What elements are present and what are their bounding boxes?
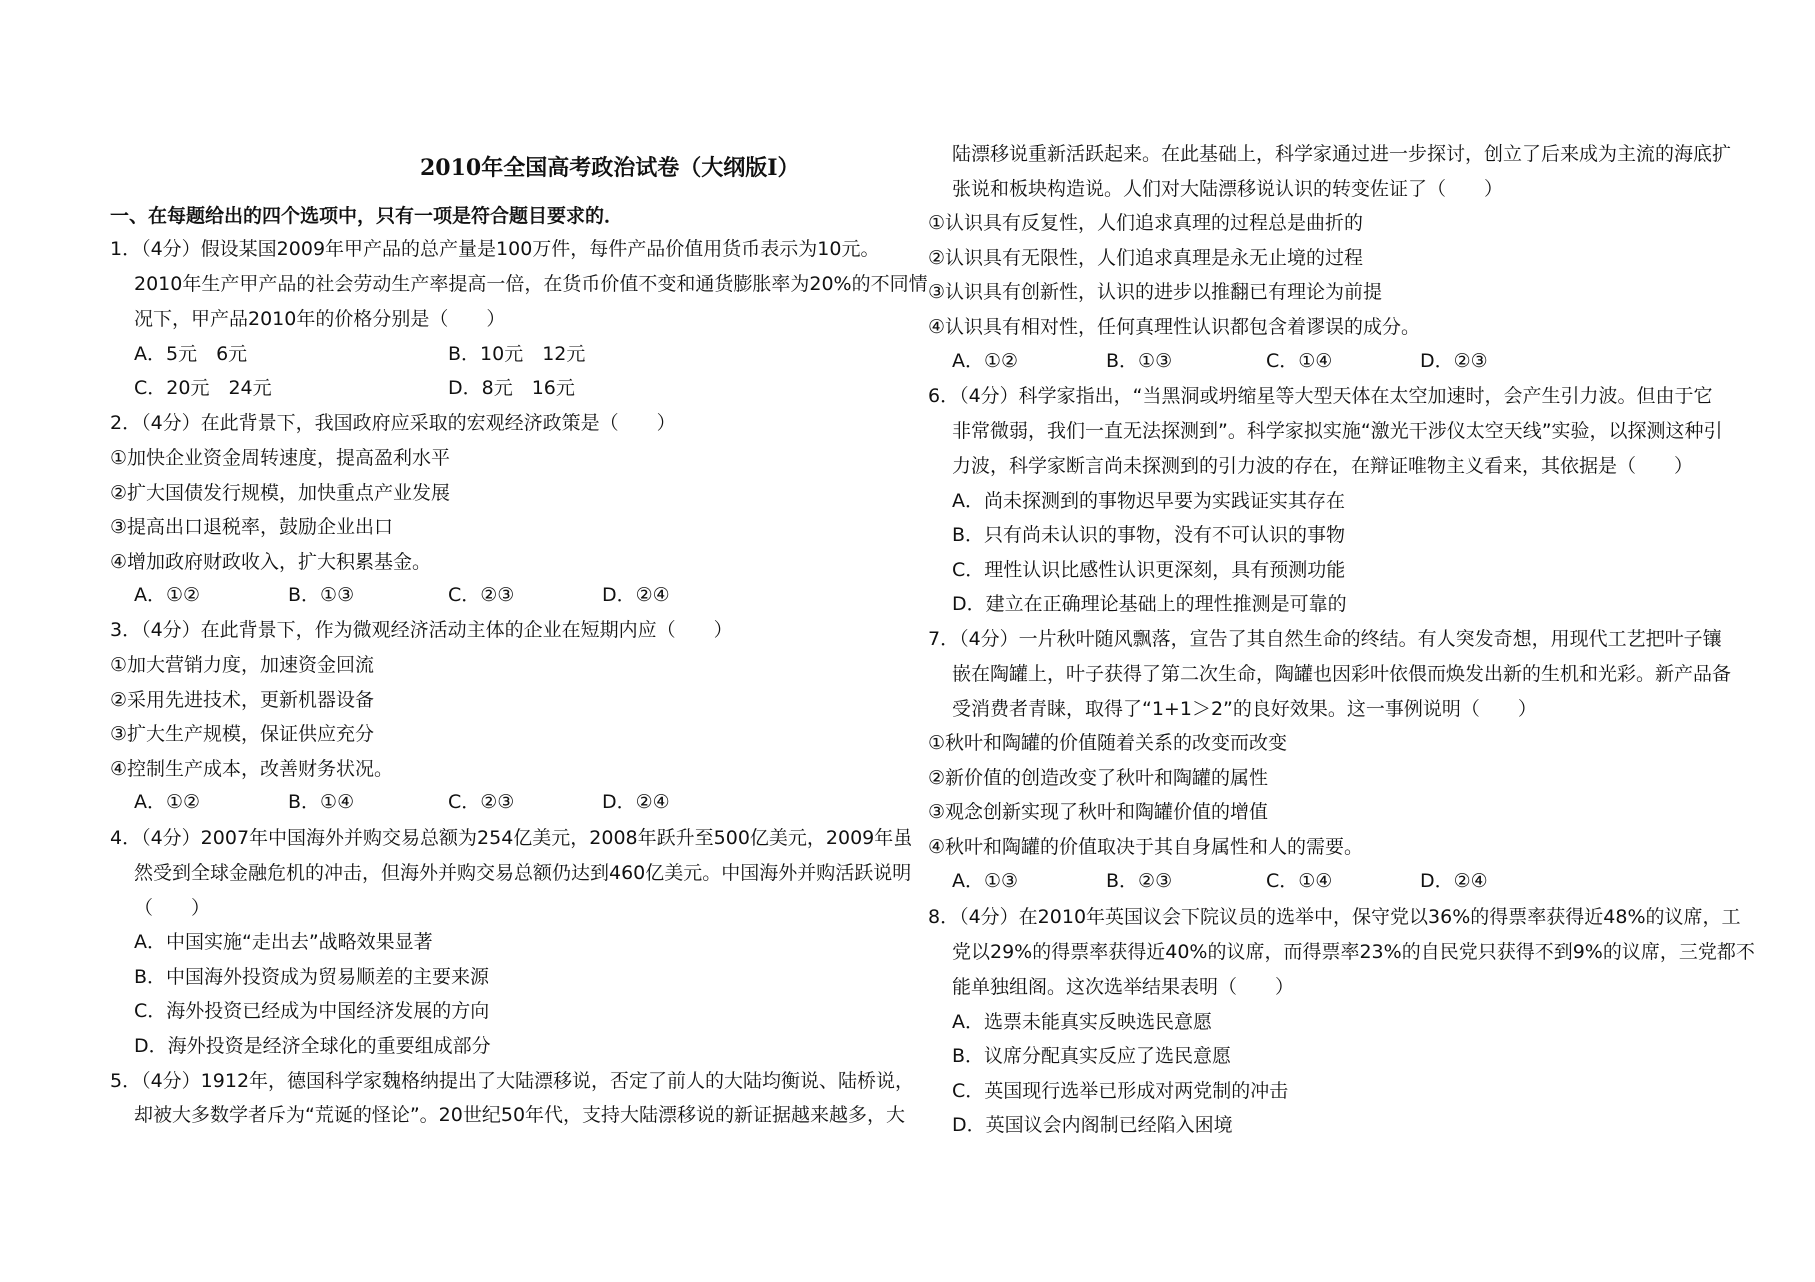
question-3-stem: 3．（4分）在此背景下，作为微观经济活动主体的企业在短期内应（ ） <box>110 619 733 641</box>
question-4-line: （ ） <box>134 897 211 919</box>
statement-item: ④认识具有相对性，任何真理性认识都包含着谬误的成分。 <box>928 316 1421 338</box>
option-a: A．5元 6元 <box>134 343 248 365</box>
question-8-line: 8．（4分）在2010年英国议会下院议员的选举中，保守党以36%的得票率获得近48%的议席，工 <box>928 906 1741 928</box>
option-d: D．海外投资是经济全球化的重要组成部分 <box>134 1035 491 1057</box>
question-5-line: 陆漂移说重新活跃起来。在此基础上，科学家通过进一步探讨，创立了后来成为主流的海底扩 <box>952 143 1732 165</box>
question-4-line: 然受到全球金融危机的冲击，但海外并购交易总额仍达到460亿美元。中国海外并购活跃说明 <box>134 862 912 884</box>
statement-item: ④增加政府财政收入，扩大积累基金。 <box>110 551 432 573</box>
statement-item: ①秋叶和陶罐的价值随着关系的改变而改变 <box>928 732 1288 754</box>
question-1-line: 2010年生产甲产品的社会劳动生产率提高一倍，在货币价值不变和通货膨胀率为20%的不同情 <box>134 273 928 295</box>
option-d: D．8元 16元 <box>448 377 575 399</box>
statement-item: ③认识具有创新性，认识的进步以推翻已有理论为前提 <box>928 281 1383 303</box>
question-5-line: 5．（4分）1912年，德国科学家魏格纳提出了大陆漂移说，否定了前人的大陆均衡说、陆桥说， <box>110 1070 915 1092</box>
option-c: C．英国现行选举已形成对两党制的冲击 <box>952 1080 1289 1102</box>
question-1-line: 1．（4分）假设某国2009年甲产品的总产量是100万件，每件产品价值用货币表示为10元。 <box>110 238 880 260</box>
statement-item: ③观念创新实现了秋叶和陶罐价值的增值 <box>928 801 1269 823</box>
option-b: B．②③ <box>1106 870 1173 892</box>
question-2-stem: 2．（4分）在此背景下，我国政府应采取的宏观经济政策是（ ） <box>110 412 676 434</box>
option-c: C．海外投资已经成为中国经济发展的方向 <box>134 1000 490 1022</box>
option-d: D．英国议会内阁制已经陷入困境 <box>952 1114 1233 1136</box>
question-6-line: 力波，科学家断言尚未探测到的引力波的存在，在辩证唯物主义看来，其依据是（ ） <box>952 455 1694 477</box>
option-c: C．①④ <box>1266 870 1333 892</box>
statement-item: ②新价值的创造改变了秋叶和陶罐的属性 <box>928 767 1269 789</box>
option-a: A．①② <box>134 791 201 813</box>
option-a: A．①② <box>952 350 1019 372</box>
question-4-line: 4．（4分）2007年中国海外并购交易总额为254亿美元，2008年跃升至500亿美元，2009年虽 <box>110 827 913 849</box>
statement-item: ①加快企业资金周转速度，提高盈利水平 <box>110 447 451 469</box>
option-c: C．②③ <box>448 791 515 813</box>
statement-item: ②认识具有无限性，人们追求真理是永无止境的过程 <box>928 247 1364 269</box>
option-b: B．只有尚未认识的事物，没有不可认识的事物 <box>952 524 1346 546</box>
option-b: B．①④ <box>288 791 355 813</box>
question-7-line: 受消费者青睐，取得了“1+1＞2”的良好效果。这一事例说明（ ） <box>952 698 1537 720</box>
option-c: C．②③ <box>448 584 515 606</box>
option-b: B．①③ <box>1106 350 1173 372</box>
statement-item: ①认识具有反复性，人们追求真理的过程总是曲折的 <box>928 212 1364 234</box>
option-a: A．尚未探测到的事物迟早要为实践证实其存在 <box>952 490 1345 512</box>
statement-item: ③扩大生产规模，保证供应充分 <box>110 723 375 745</box>
option-b: B．议席分配真实反应了选民意愿 <box>952 1045 1232 1067</box>
statement-item: ①加大营销力度，加速资金回流 <box>110 654 375 676</box>
option-b: B．①③ <box>288 584 355 606</box>
question-7-line: 7．（4分）一片秋叶随风飘落，宣告了其自然生命的终结。有人突发奇想，用现代工艺把叶子镶 <box>928 628 1722 650</box>
statement-item: ④控制生产成本，改善财务状况。 <box>110 758 394 780</box>
option-b: B．10元 12元 <box>448 343 586 365</box>
option-a: A．①② <box>134 584 201 606</box>
option-c: C．20元 24元 <box>134 377 272 399</box>
option-d: D．②④ <box>602 791 670 813</box>
statement-item: ④秋叶和陶罐的价值取决于其自身属性和人的需要。 <box>928 836 1364 858</box>
option-a: A．①③ <box>952 870 1019 892</box>
question-1-line: 况下，甲产品2010年的价格分别是（ ） <box>134 308 506 330</box>
section-heading: 一、在每题给出的四个选项中，只有一项是符合题目要求的． <box>110 205 624 227</box>
statement-item: ③提高出口退税率，鼓励企业出口 <box>110 516 394 538</box>
question-5-line: 张说和板块构造说。人们对大陆漂移说认识的转变佐证了（ ） <box>952 178 1504 200</box>
statement-item: ②扩大国债发行规模，加快重点产业发展 <box>110 482 451 504</box>
question-7-line: 嵌在陶罐上，叶子获得了第二次生命，陶罐也因彩叶依偎而焕发出新的生机和光彩。新产品备 <box>952 663 1732 685</box>
option-a: A．中国实施“走出去”战略效果显著 <box>134 931 433 953</box>
question-5-line: 却被大多数学者斥为“荒诞的怪论”。20世纪50年代，支持大陆漂移说的新证据越来越多，大 <box>134 1104 906 1126</box>
option-d: D．②③ <box>1420 350 1488 372</box>
question-6-line: 非常微弱，我们一直无法探测到”。科学家拟实施“激光干涉仪太空天线”实验，以探测这种引 <box>952 420 1723 442</box>
option-d: D．②④ <box>602 584 670 606</box>
option-c: C．理性认识比感性认识更深刻，具有预测功能 <box>952 559 1346 581</box>
exam-title: 2010年全国高考政治试卷（大纲版I） <box>420 155 800 181</box>
statement-item: ②采用先进技术，更新机器设备 <box>110 689 375 711</box>
question-6-line: 6．（4分）科学家指出，“当黑洞或坍缩星等大型天体在太空加速时，会产生引力波。但由于它 <box>928 385 1713 407</box>
question-8-line: 党以29%的得票率获得近40%的议席，而得票率23%的自民党只获得不到9%的议席，三党都不 <box>952 941 1755 963</box>
question-8-line: 能单独组阁。这次选举结果表明（ ） <box>952 976 1295 998</box>
option-a: A．选票未能真实反映选民意愿 <box>952 1011 1212 1033</box>
option-b: B．中国海外投资成为贸易顺差的主要来源 <box>134 966 490 988</box>
option-c: C．①④ <box>1266 350 1333 372</box>
option-d: D．②④ <box>1420 870 1488 892</box>
option-d: D．建立在正确理论基础上的理性推测是可靠的 <box>952 593 1347 615</box>
